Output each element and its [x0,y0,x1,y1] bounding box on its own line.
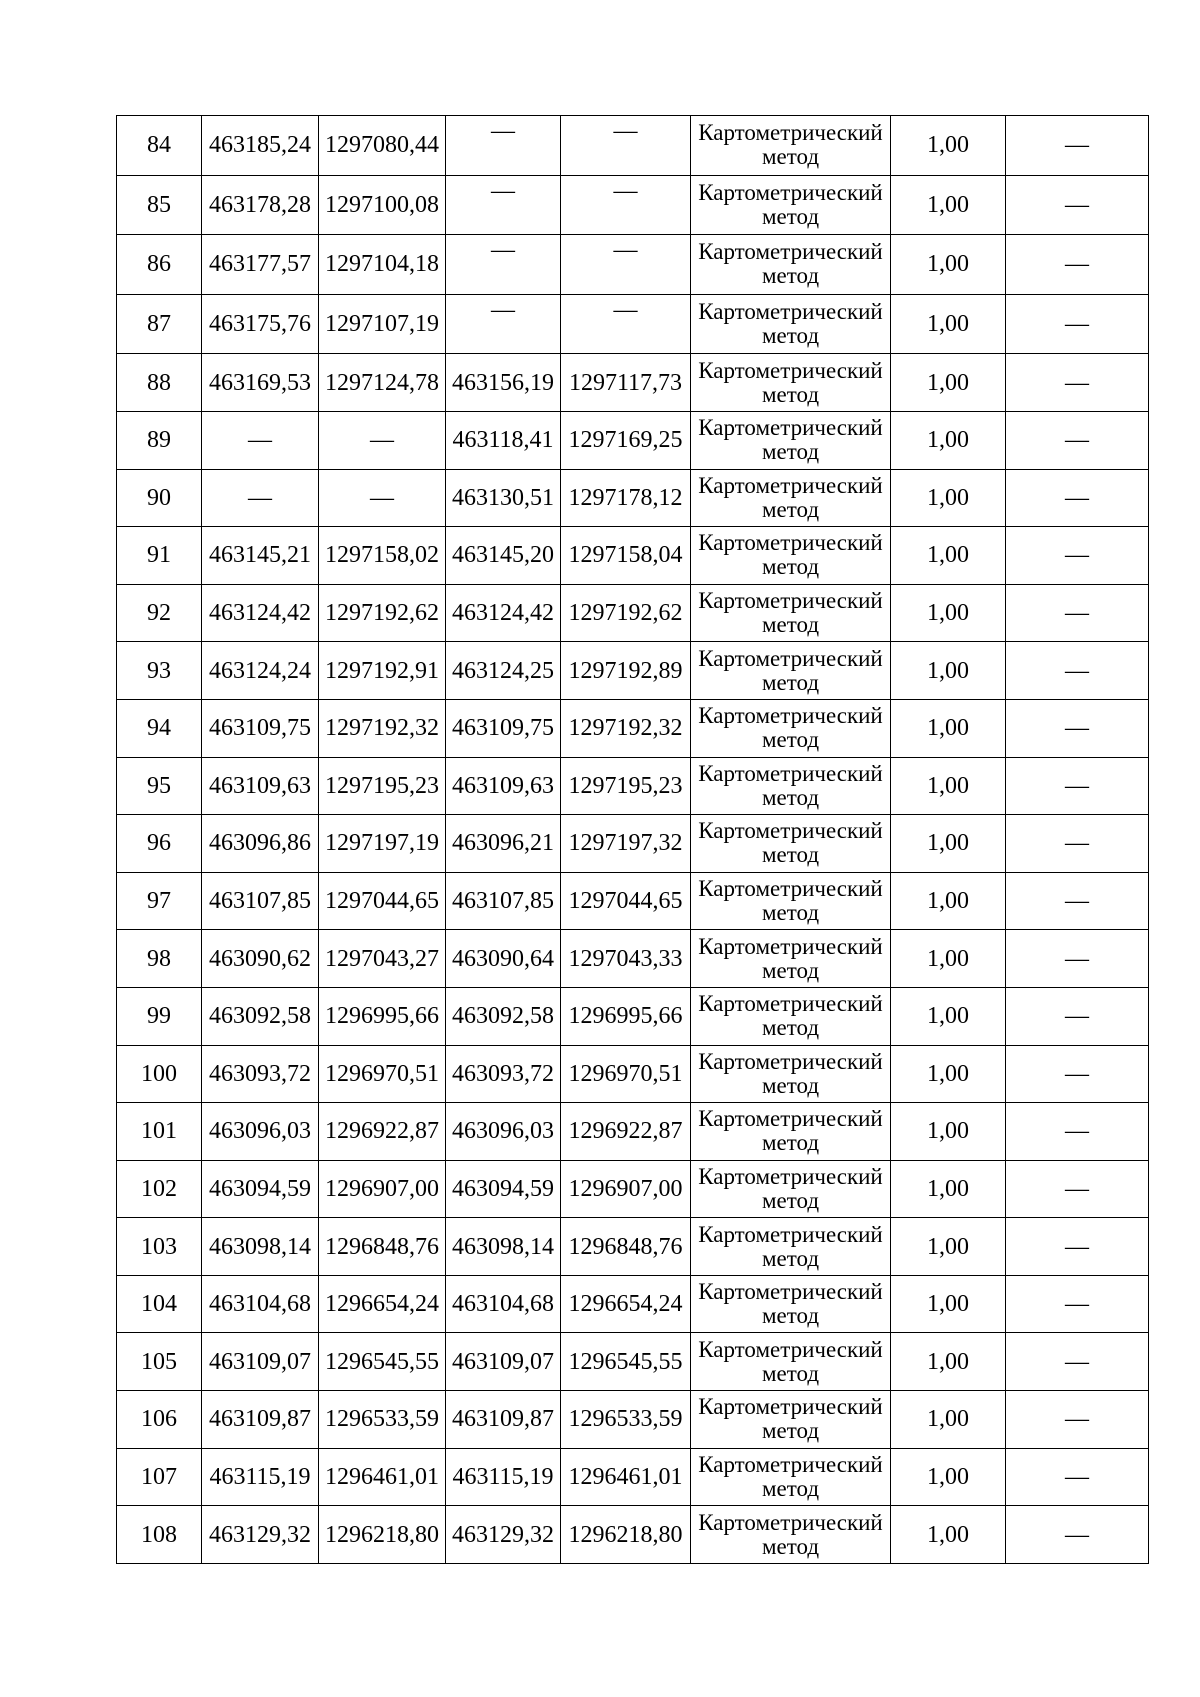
accuracy-cell: 1,00 [891,930,1006,988]
method-line-2: метод [761,323,820,349]
refined-y-cell: 1296970,51 [561,1045,691,1103]
existing-x-cell: 463145,21 [202,527,319,585]
refined-x-cell: 463109,63 [446,757,561,815]
refined-x-cell: 463145,20 [446,527,561,585]
refined-y-cell: — [561,116,691,176]
accuracy-cell: 1,00 [891,757,1006,815]
note-cell: — [1006,175,1149,235]
point-number-cell: 88 [117,354,202,412]
method-cell [691,1506,891,1564]
accuracy-cell: 1,00 [891,642,1006,700]
method-cell [691,1045,891,1103]
existing-x-cell: 463109,63 [202,757,319,815]
note-cell: — [1006,411,1149,469]
table-row [117,1160,1149,1218]
note-cell: — [1006,1506,1149,1564]
existing-y-cell: 1296970,51 [319,1045,446,1103]
method-line-1: Картометрический [698,1394,883,1420]
point-number-cell: 98 [117,930,202,988]
refined-x-cell: 463092,58 [446,987,561,1045]
method-cell [691,1218,891,1276]
method-line-2: метод [761,957,820,983]
accuracy-cell: 1,00 [891,354,1006,412]
method-cell [691,175,891,235]
table-row [117,815,1149,873]
existing-x-cell: 463185,24 [202,116,319,176]
existing-y-cell: 1296848,76 [319,1218,446,1276]
method-cell [691,469,891,527]
method-line-1: Картометрический [698,179,883,205]
refined-y-cell: 1297169,25 [561,411,691,469]
existing-x-cell: 463129,32 [202,1506,319,1564]
method-line-2: метод [761,144,820,170]
point-number-cell: 102 [117,1160,202,1218]
method-line-1: Картометрический [698,760,883,786]
method-line-1: Картометрический [698,703,883,729]
point-number-cell: 86 [117,235,202,295]
method-cell [691,1275,891,1333]
point-number-cell: 84 [117,116,202,176]
table-row [117,987,1149,1045]
table-row [117,757,1149,815]
method-cell [691,354,891,412]
refined-y-cell: 1297192,32 [561,699,691,757]
method-cell [691,642,891,700]
table-row [117,235,1149,295]
method-cell [691,527,891,585]
method-cell [691,116,891,176]
point-number-cell: 93 [117,642,202,700]
note-cell: — [1006,1103,1149,1161]
method-cell [691,235,891,295]
point-number-cell: 94 [117,699,202,757]
method-line-1: Картометрический [698,933,883,959]
existing-y-cell: 1297107,19 [319,294,446,354]
table-row [117,1391,1149,1449]
point-number-cell: 95 [117,757,202,815]
refined-x-cell: 463130,51 [446,469,561,527]
method-line-2: метод [761,1187,820,1213]
note-cell: — [1006,1333,1149,1391]
method-cell [691,1333,891,1391]
note-cell: — [1006,1045,1149,1103]
existing-y-cell: 1297104,18 [319,235,446,295]
note-cell: — [1006,642,1149,700]
refined-x-cell: 463093,72 [446,1045,561,1103]
refined-y-cell: 1297192,89 [561,642,691,700]
method-line-1: Картометрический [698,1048,883,1074]
method-line-2: метод [761,1360,820,1386]
method-line-1: Картометрический [698,299,883,325]
method-line-1: Картометрический [698,472,883,498]
method-line-2: метод [761,554,820,580]
refined-y-cell: 1296218,80 [561,1506,691,1564]
existing-x-cell: 463104,68 [202,1275,319,1333]
refined-x-cell: 463124,25 [446,642,561,700]
method-line-1: Картометрический [698,1279,883,1305]
method-line-1: Картометрический [698,530,883,556]
point-number-cell: 99 [117,987,202,1045]
refined-x-cell: 463118,41 [446,411,561,469]
note-cell: — [1006,930,1149,988]
note-cell: — [1006,469,1149,527]
method-cell [691,1103,891,1161]
method-line-1: Картометрический [698,1509,883,1535]
existing-y-cell: 1297124,78 [319,354,446,412]
existing-y-cell: 1296995,66 [319,987,446,1045]
existing-x-cell: 463109,75 [202,699,319,757]
table-row [117,354,1149,412]
refined-y-cell: 1297117,73 [561,354,691,412]
table-row [117,930,1149,988]
method-cell [691,1391,891,1449]
accuracy-cell: 1,00 [891,294,1006,354]
refined-x-cell: 463096,03 [446,1103,561,1161]
existing-y-cell: 1297192,91 [319,642,446,700]
point-number-cell: 106 [117,1391,202,1449]
method-line-2: метод [761,1245,820,1271]
refined-x-cell: 463090,64 [446,930,561,988]
method-line-2: метод [761,1072,820,1098]
method-cell [691,699,891,757]
existing-y-cell: 1297192,32 [319,699,446,757]
refined-y-cell: 1297043,33 [561,930,691,988]
accuracy-cell: 1,00 [891,1045,1006,1103]
point-number-cell: 100 [117,1045,202,1103]
accuracy-cell: 1,00 [891,469,1006,527]
point-number-cell: 96 [117,815,202,873]
accuracy-cell: 1,00 [891,699,1006,757]
accuracy-cell: 1,00 [891,1448,1006,1506]
existing-x-cell: — [202,469,319,527]
refined-y-cell: 1296654,24 [561,1275,691,1333]
accuracy-cell: 1,00 [891,1218,1006,1276]
table-row [117,584,1149,642]
method-line-2: метод [761,1475,820,1501]
refined-x-cell: 463096,21 [446,815,561,873]
refined-x-cell: 463098,14 [446,1218,561,1276]
point-number-cell: 87 [117,294,202,354]
note-cell: — [1006,1275,1149,1333]
existing-y-cell: 1296218,80 [319,1506,446,1564]
table-row [117,1506,1149,1564]
method-line-2: метод [761,669,820,695]
accuracy-cell: 1,00 [891,1506,1006,1564]
method-line-2: метод [761,612,820,638]
note-cell: — [1006,354,1149,412]
existing-x-cell: 463107,85 [202,872,319,930]
method-line-1: Картометрический [698,1336,883,1362]
table-row [117,527,1149,585]
method-line-2: метод [761,784,820,810]
note-cell: — [1006,1391,1149,1449]
method-cell [691,584,891,642]
method-line-2: метод [761,727,820,753]
refined-y-cell: 1297044,65 [561,872,691,930]
existing-y-cell: — [319,411,446,469]
point-number-cell: 103 [117,1218,202,1276]
refined-x-cell: 463129,32 [446,1506,561,1564]
method-cell [691,930,891,988]
refined-y-cell: 1297178,12 [561,469,691,527]
refined-y-cell: 1297195,23 [561,757,691,815]
method-line-1: Картометрический [698,1106,883,1132]
table-row [117,1448,1149,1506]
refined-y-cell: — [561,175,691,235]
refined-x-cell: 463156,19 [446,354,561,412]
existing-x-cell: 463115,19 [202,1448,319,1506]
method-line-1: Картометрический [698,120,883,146]
accuracy-cell: 1,00 [891,1275,1006,1333]
refined-y-cell: 1296461,01 [561,1448,691,1506]
accuracy-cell: 1,00 [891,235,1006,295]
method-cell [691,1448,891,1506]
accuracy-cell: 1,00 [891,815,1006,873]
existing-y-cell: 1297043,27 [319,930,446,988]
method-cell [691,411,891,469]
existing-y-cell: 1297044,65 [319,872,446,930]
note-cell: — [1006,1218,1149,1276]
table-row [117,411,1149,469]
existing-y-cell: 1297192,62 [319,584,446,642]
existing-x-cell: 463175,76 [202,294,319,354]
refined-x-cell: 463115,19 [446,1448,561,1506]
method-line-2: метод [761,263,820,289]
point-number-cell: 108 [117,1506,202,1564]
existing-x-cell: 463090,62 [202,930,319,988]
method-line-1: Картометрический [698,588,883,614]
method-line-2: метод [761,1303,820,1329]
refined-y-cell: 1297192,62 [561,584,691,642]
table-row [117,116,1149,176]
refined-x-cell: 463109,07 [446,1333,561,1391]
accuracy-cell: 1,00 [891,1391,1006,1449]
point-number-cell: 104 [117,1275,202,1333]
note-cell: — [1006,116,1149,176]
existing-x-cell: 463096,86 [202,815,319,873]
refined-y-cell: — [561,294,691,354]
existing-x-cell: 463092,58 [202,987,319,1045]
method-cell [691,815,891,873]
existing-x-cell: 463124,24 [202,642,319,700]
note-cell: — [1006,872,1149,930]
method-cell [691,757,891,815]
table-row [117,642,1149,700]
existing-y-cell: 1296461,01 [319,1448,446,1506]
point-number-cell: 107 [117,1448,202,1506]
accuracy-cell: 1,00 [891,584,1006,642]
note-cell: — [1006,1160,1149,1218]
table-row [117,1045,1149,1103]
existing-y-cell: 1297197,19 [319,815,446,873]
refined-x-cell: — [446,235,561,295]
point-number-cell: 90 [117,469,202,527]
method-line-1: Картометрический [698,1221,883,1247]
accuracy-cell: 1,00 [891,1333,1006,1391]
refined-x-cell: 463094,59 [446,1160,561,1218]
method-line-2: метод [761,1015,820,1041]
note-cell: — [1006,757,1149,815]
point-number-cell: 92 [117,584,202,642]
method-line-1: Картометрический [698,818,883,844]
table-row [117,469,1149,527]
method-line-1: Картометрический [698,876,883,902]
table-row [117,1275,1149,1333]
method-line-1: Картометрический [698,645,883,671]
method-line-2: метод [761,496,820,522]
existing-x-cell: 463109,07 [202,1333,319,1391]
table-row [117,1218,1149,1276]
refined-y-cell: 1296995,66 [561,987,691,1045]
existing-x-cell: 463178,28 [202,175,319,235]
refined-y-cell: 1296907,00 [561,1160,691,1218]
existing-x-cell: 463109,87 [202,1391,319,1449]
method-line-1: Картометрический [698,1163,883,1189]
point-number-cell: 91 [117,527,202,585]
existing-y-cell: 1296654,24 [319,1275,446,1333]
point-number-cell: 101 [117,1103,202,1161]
method-line-1: Картометрический [698,415,883,441]
note-cell: — [1006,699,1149,757]
method-line-2: метод [761,842,820,868]
existing-x-cell: 463124,42 [202,584,319,642]
point-number-cell: 85 [117,175,202,235]
refined-y-cell: 1296922,87 [561,1103,691,1161]
note-cell: — [1006,235,1149,295]
note-cell: — [1006,584,1149,642]
refined-y-cell: 1296848,76 [561,1218,691,1276]
refined-x-cell: 463109,87 [446,1391,561,1449]
existing-y-cell: 1296922,87 [319,1103,446,1161]
existing-x-cell: 463169,53 [202,354,319,412]
method-cell [691,872,891,930]
existing-y-cell: 1296545,55 [319,1333,446,1391]
point-number-cell: 89 [117,411,202,469]
method-line-2: метод [761,203,820,229]
method-line-1: Картометрический [698,357,883,383]
existing-x-cell: 463094,59 [202,1160,319,1218]
table-row [117,872,1149,930]
accuracy-cell: 1,00 [891,987,1006,1045]
existing-y-cell: 1297195,23 [319,757,446,815]
existing-x-cell: 463098,14 [202,1218,319,1276]
method-line-1: Картометрический [698,239,883,265]
existing-y-cell: 1297158,02 [319,527,446,585]
note-cell: — [1006,294,1149,354]
refined-y-cell: 1297158,04 [561,527,691,585]
existing-y-cell: 1297100,08 [319,175,446,235]
table-row [117,699,1149,757]
method-line-2: метод [761,900,820,926]
accuracy-cell: 1,00 [891,175,1006,235]
existing-x-cell: — [202,411,319,469]
coordinates-table [116,115,1149,1564]
existing-y-cell: 1296907,00 [319,1160,446,1218]
method-line-2: метод [761,1130,820,1156]
table-row [117,1103,1149,1161]
table-row [117,1333,1149,1391]
method-line-2: метод [761,381,820,407]
existing-y-cell: 1296533,59 [319,1391,446,1449]
existing-y-cell: — [319,469,446,527]
accuracy-cell: 1,00 [891,872,1006,930]
refined-x-cell: — [446,175,561,235]
existing-x-cell: 463177,57 [202,235,319,295]
accuracy-cell: 1,00 [891,411,1006,469]
note-cell: — [1006,1448,1149,1506]
point-number-cell: 97 [117,872,202,930]
note-cell: — [1006,815,1149,873]
accuracy-cell: 1,00 [891,1160,1006,1218]
method-line-2: метод [761,1418,820,1444]
refined-x-cell: — [446,116,561,176]
refined-x-cell: — [446,294,561,354]
note-cell: — [1006,987,1149,1045]
accuracy-cell: 1,00 [891,527,1006,585]
refined-y-cell: 1296545,55 [561,1333,691,1391]
existing-x-cell: 463093,72 [202,1045,319,1103]
point-number-cell: 105 [117,1333,202,1391]
note-cell: — [1006,527,1149,585]
existing-x-cell: 463096,03 [202,1103,319,1161]
table-row [117,175,1149,235]
refined-y-cell: 1297197,32 [561,815,691,873]
accuracy-cell: 1,00 [891,1103,1006,1161]
table-row [117,294,1149,354]
refined-x-cell: 463109,75 [446,699,561,757]
method-line-2: метод [761,439,820,465]
refined-y-cell: 1296533,59 [561,1391,691,1449]
refined-x-cell: 463107,85 [446,872,561,930]
method-cell [691,987,891,1045]
refined-x-cell: 463124,42 [446,584,561,642]
method-cell [691,294,891,354]
refined-y-cell: — [561,235,691,295]
method-line-1: Картометрический [698,1451,883,1477]
existing-y-cell: 1297080,44 [319,116,446,176]
refined-x-cell: 463104,68 [446,1275,561,1333]
method-cell [691,1160,891,1218]
coordinates-table-body [117,116,1149,1564]
method-line-2: метод [761,1533,820,1559]
accuracy-cell: 1,00 [891,116,1006,176]
method-line-1: Картометрический [698,991,883,1017]
